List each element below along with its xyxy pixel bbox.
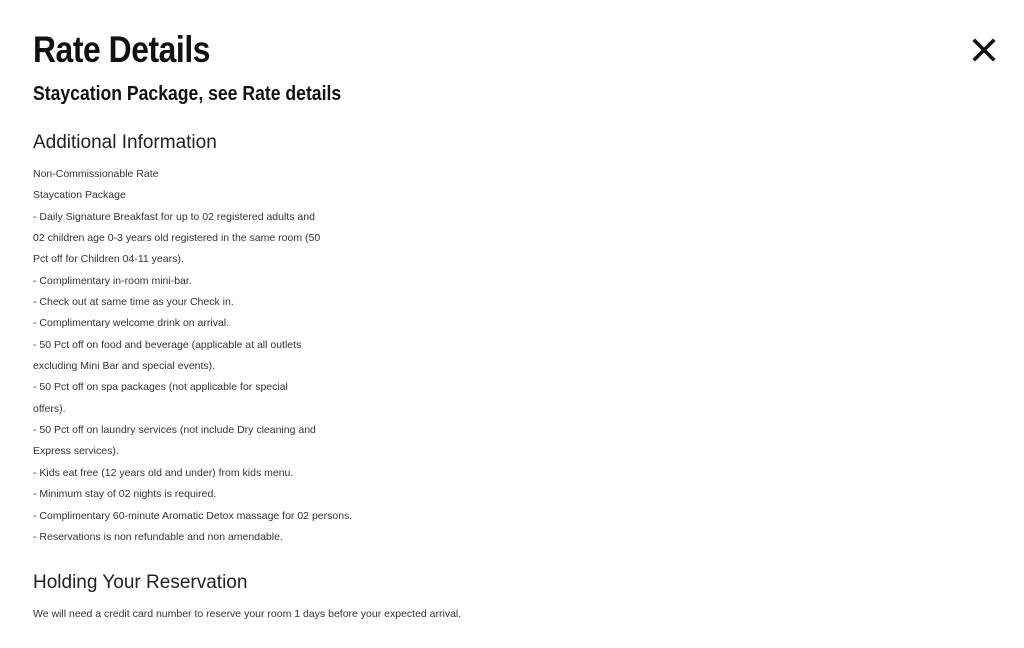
holding-reservation-text: We will need a credit card number to reserve your room 1 days before your expected arrival. (33, 608, 462, 620)
info-line: Pct off for Children 04-11 years). (33, 253, 184, 266)
info-line: - Minimum stay of 02 nights is required. (33, 488, 217, 501)
info-line: - Complimentary 60-minute Aromatic Detox massage for 02 persons. (33, 509, 353, 522)
info-line: 02 children age 0-3 years old registered in the same room (50 (33, 232, 321, 245)
rate-subtitle: Staycation Package, see Rate details (33, 83, 342, 105)
info-line: - 50 Pct off on spa packages (not applicable for special (33, 381, 288, 394)
additional-information-list (33, 164, 352, 548)
info-line: - Reservations is non refundable and non amendable. (33, 530, 283, 543)
page-title: Rate Details (33, 29, 210, 70)
info-line: - Kids eat free (12 years old and under) from kids menu. (33, 466, 294, 479)
info-line: Express services). (33, 445, 119, 458)
info-line: excluding Mini Bar and special events). (33, 360, 216, 373)
info-line: Non-Commissionable Rate (33, 168, 159, 180)
info-line: offers). (33, 402, 66, 415)
close-button[interactable] (968, 34, 1000, 66)
info-line: - Complimentary welcome drink on arrival. (33, 317, 230, 330)
info-line: - 50 Pct off on food and beverage (applicable at all outlets (33, 338, 302, 351)
info-line: - Check out at same time as your Check in. (33, 296, 234, 309)
holding-reservation-heading: Holding Your Reservation (33, 572, 248, 593)
info-line: Staycation Package (33, 189, 126, 202)
info-line: - 50 Pct off on laundry services (not include Dry cleaning and (33, 424, 316, 437)
info-line: - Complimentary in-room mini-bar. (33, 274, 192, 287)
info-line: - Daily Signature Breakfast for up to 02 registered adults and (33, 210, 315, 223)
close-icon (972, 38, 996, 62)
additional-information-heading: Additional Information (33, 132, 217, 153)
